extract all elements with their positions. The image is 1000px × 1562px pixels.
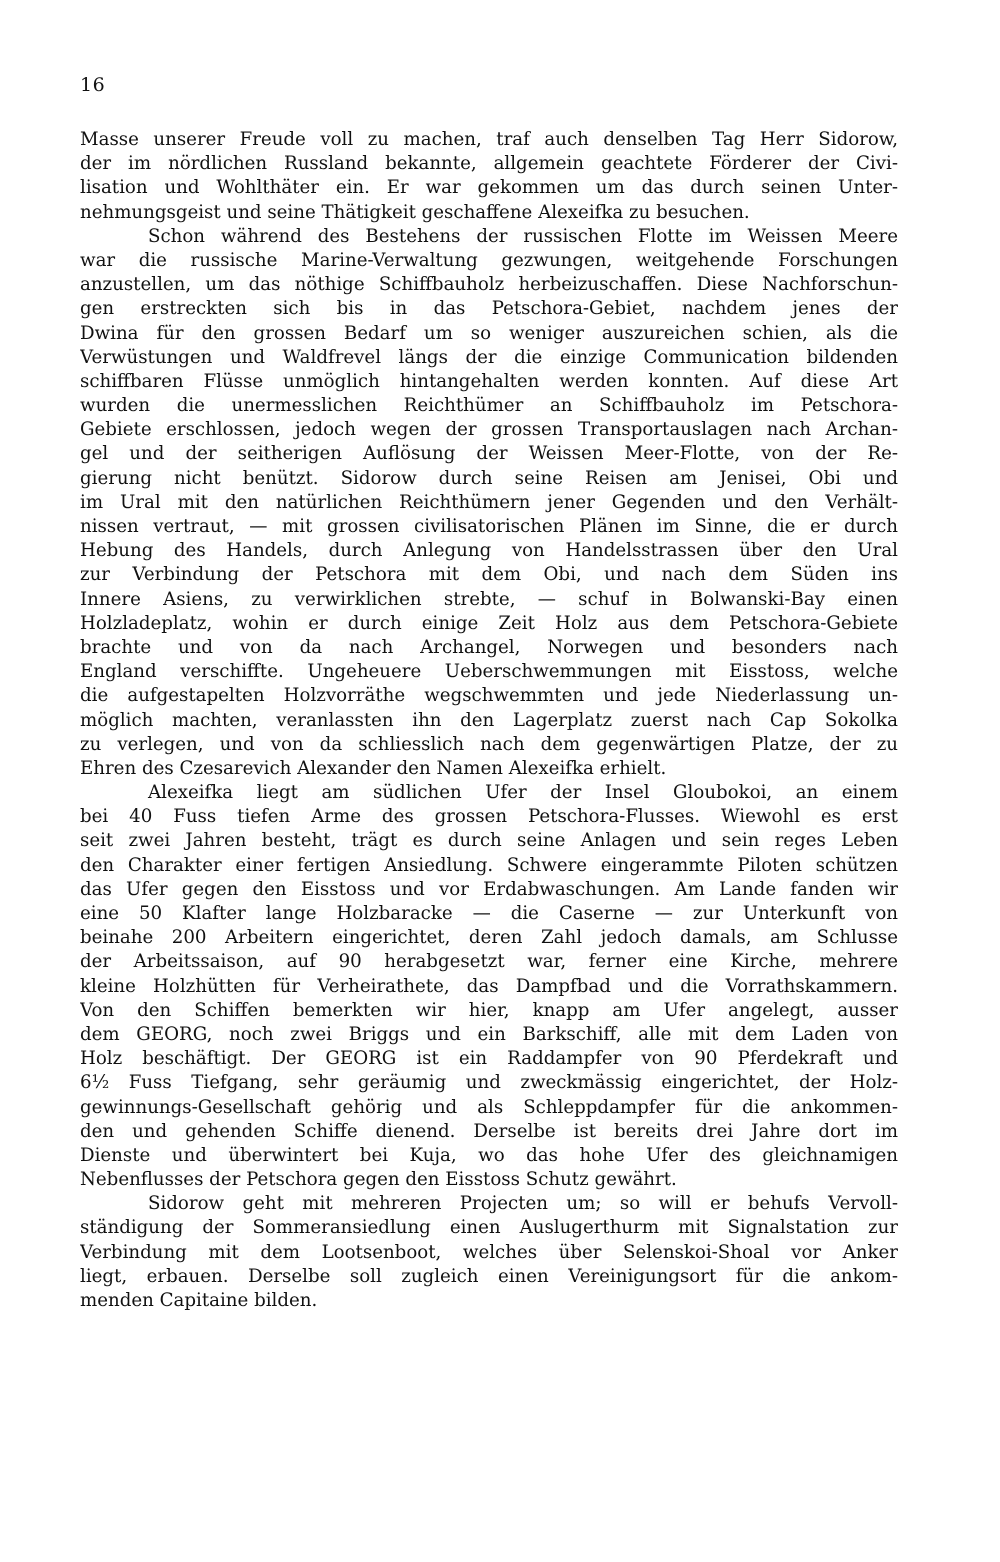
text-line: Ehren des Czesarevich Alexander den Namen Alexeifka erhielt. xyxy=(80,757,667,779)
text-line: zu verlegen, und von da schliesslich nach dem gegenwärtigen Platze, der zu xyxy=(80,733,898,755)
text-line: das Ufer gegen den Eisstoss und vor Erdabwaschungen. Am Lande fanden wir xyxy=(80,878,898,900)
text-line: möglich machten, veranlassten ihn den Lagerplatz zuerst nach Cap Sokolka xyxy=(80,709,898,731)
text-line: Holz beschäftigt. Der GEORG ist ein Raddampfer von 90 Pferdekraft und xyxy=(80,1048,898,1070)
text-line: Verwüstungen und Waldfrevel längs der die einzige Communication bildenden xyxy=(80,346,898,368)
text-line: kleine Holzhütten für Verheirathete, das Dampfbad und die Vorrathskammern. xyxy=(80,975,898,997)
text-line: Dwina für den grossen Bedarf um so weniger auszureichen schien, als die xyxy=(80,322,898,344)
text-line: Verbindung mit dem Lootsenboot, welches über Selenskoi-Shoal vor Anker xyxy=(80,1241,898,1263)
text-line: brachte und von da nach Archangel, Norwegen und besonders nach xyxy=(80,636,898,658)
text-line: eine 50 Klafter lange Holzbaracke — die Caserne — zur Unterkunft von xyxy=(80,903,898,924)
text-line: Nebenflusses der Petschora gegen den Eisstoss Schutz gewährt. xyxy=(80,1169,677,1191)
text-line: Von den Schiffen bemerkten wir hier, knapp am Ufer angelegt, ausser xyxy=(80,999,898,1021)
text-line: 6½ Fuss Tiefgang, sehr geräumig und zweckmässig eingerichtet, der Holz- xyxy=(80,1072,898,1094)
text-line: seit zwei Jahren besteht, trägt es durch seine Anlagen und sein reges Leben xyxy=(80,830,898,852)
text-line: England verschiffte. Ungeheuere Ueberschwemmungen mit Eisstoss, welche xyxy=(80,661,898,683)
text-line: menden Capitaine bilden. xyxy=(80,1290,318,1311)
text-line: im Ural mit den natürlichen Reichthümern jener Gegenden und den Verhält- xyxy=(80,491,898,513)
text-line: Dienste und überwintert bei Kuja, wo das hohe Ufer des gleichnamigen xyxy=(80,1144,898,1166)
text-line: gel und der seitherigen Auflösung der Weissen Meer-Flotte, von der Re- xyxy=(80,443,898,465)
text-line: Masse unserer Freude voll zu machen, traf auch denselben Tag Herr Sidorow, xyxy=(80,129,898,150)
text-line: nehmungsgeist und seine Thätigkeit geschaffene Alexeifka zu besuchen. xyxy=(80,201,750,223)
text-line: gewinnungs-Gesellschaft gehörig und als Schleppdampfer für die ankommen- xyxy=(80,1096,898,1118)
text-line: den Charakter einer fertigen Ansiedlung. Schwere eingerammte Piloten schützen xyxy=(80,854,898,876)
text-line: dem GEORG, noch zwei Briggs und ein Barkschiff, alle mit dem Laden von xyxy=(80,1023,898,1045)
text-line: Holzladeplatz, wohin er durch einige Zeit Holz aus dem Petschora-Gebiete xyxy=(80,612,898,634)
text-line: Alexeifka liegt am südlichen Ufer der Insel Gloubokoi, an einem xyxy=(148,782,898,804)
text-line: die aufgestapelten Holzvorräthe wegschwemmten und jede Niederlassung un- xyxy=(80,685,898,707)
text-line: gierung nicht benützt. Sidorow durch seine Reisen am Jenisei, Obi und xyxy=(80,467,898,489)
text-line: lisation und Wohlthäter ein. Er war gekommen um das durch seinen Unter- xyxy=(80,177,898,199)
text-line: bei 40 Fuss tiefen Arme des grossen Petschora-Flusses. Wiewohl es erst xyxy=(80,806,898,828)
text-line: schiffbaren Flüsse unmöglich hintangehalten werden konnten. Auf diese Art xyxy=(80,370,898,392)
text-line: den und gehenden Schiffe dienend. Derselbe ist bereits drei Jahre dort im xyxy=(80,1120,898,1142)
text-line: beinahe 200 Arbeitern eingerichtet, deren Zahl jedoch damals, am Schlusse xyxy=(80,927,898,949)
text-line: Innere Asiens, zu verwirklichen strebte, — schuf in Bolwanski-Bay einen xyxy=(80,588,898,610)
text-line: der im nördlichen Russland bekannte, allgemein geachtete Förderer der Civi- xyxy=(80,153,898,175)
page-number: 16 xyxy=(80,74,106,96)
text-line: wurden die unermesslichen Reichthümer an Schiffbauholz im Petschora- xyxy=(80,395,898,417)
text-line: war die russische Marine-Verwaltung gezwungen, weitgehende Forschungen xyxy=(80,249,898,271)
text-line: Sidorow geht mit mehreren Projecten um; so will er behufs Vervoll- xyxy=(148,1193,898,1215)
text-line: Hebung des Handels, durch Anlegung von Handelsstrassen über den Ural xyxy=(80,540,898,562)
body-text xyxy=(80,128,898,1313)
text-line: nissen vertraut, — mit grossen civilisatorischen Plänen im Sinne, die er durch xyxy=(80,516,898,537)
text-line: Schon während des Bestehens der russischen Flotte im Weissen Meere xyxy=(148,225,898,247)
text-line: gen erstreckten sich bis in das Petschora-Gebiet, nachdem jenes der xyxy=(80,298,898,320)
text-line: Gebiete erschlossen, jedoch wegen der grossen Transportauslagen nach Archan- xyxy=(80,419,898,441)
text-line: ständigung der Sommeransiedlung einen Auslugerthurm mit Signalstation zur xyxy=(80,1217,898,1239)
text-line: der Arbeitssaison, auf 90 herabgesetzt war, ferner eine Kirche, mehrere xyxy=(80,951,898,973)
text-line: anzustellen, um das nöthige Schiffbauholz herbeizuschaffen. Diese Nachforschun- xyxy=(80,274,898,296)
text-line: liegt, erbauen. Derselbe soll zugleich einen Vereinigungsort für die ankom- xyxy=(80,1265,898,1287)
text-line: zur Verbindung der Petschora mit dem Obi, und nach dem Süden ins xyxy=(80,564,898,586)
